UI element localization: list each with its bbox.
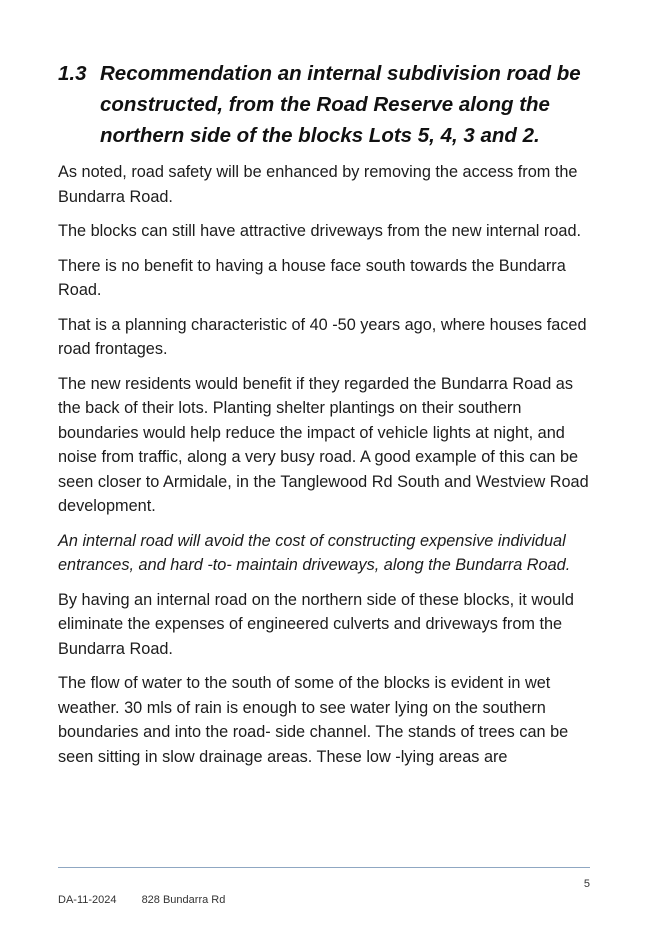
paragraph: The new residents would benefit if they regarded the Bundarra Road as the back of their lots. Planting shelter plantings on their southern boundaries would help reduce the impact of vehicle lights at night, and noise from traffic, along a very busy road. A good example of this can be seen closer to Armidale, in the Tanglewood Rd South and Westview Road development. (58, 374, 589, 515)
footer-address: 828 Bundarra Rd (141, 894, 226, 906)
paragraph: By having an internal road on the northern side of these blocks, it would eliminate the expenses of engineered culverts and driveways from the Bundarra Road. (58, 590, 574, 658)
paragraph: The flow of water to the south of some of the blocks is evident in wet weather. 30 mls of rain is enough to see water lying on the southern boundaries and into the road- side channel. The stands of trees can be seen sitting in slow drainage areas. These low -lying areas are (58, 674, 569, 766)
page-number: 5 (583, 878, 590, 890)
paragraph: As noted, road safety will be enhanced by removing the access from the Bundarra Road. (58, 163, 578, 206)
paragraph: The blocks can still have attractive driveways from the new internal road. (58, 222, 582, 240)
footer-divider (58, 867, 590, 868)
paragraph: There is no benefit to having a house face south towards the Bundarra Road. (58, 256, 566, 299)
section-number: 1.3 (58, 62, 87, 85)
paragraph-italic: An internal road will avoid the cost of constructing expensive individual entrances, and hard -to- maintain driveways, along the Bundarra Road. (58, 531, 571, 574)
footer (58, 894, 225, 906)
section-heading (58, 58, 618, 151)
paragraph: That is a planning characteristic of 40 -50 years ago, where houses faced road frontages. (58, 315, 587, 358)
footer-reference: DA-11-2024 (58, 894, 117, 906)
body-text (58, 160, 593, 779)
section-title: Recommendation an internal subdivision road be constructed, from the Road Reserve along the northern side of the blocks Lots 5, 4, 3 and 2. (100, 62, 581, 147)
